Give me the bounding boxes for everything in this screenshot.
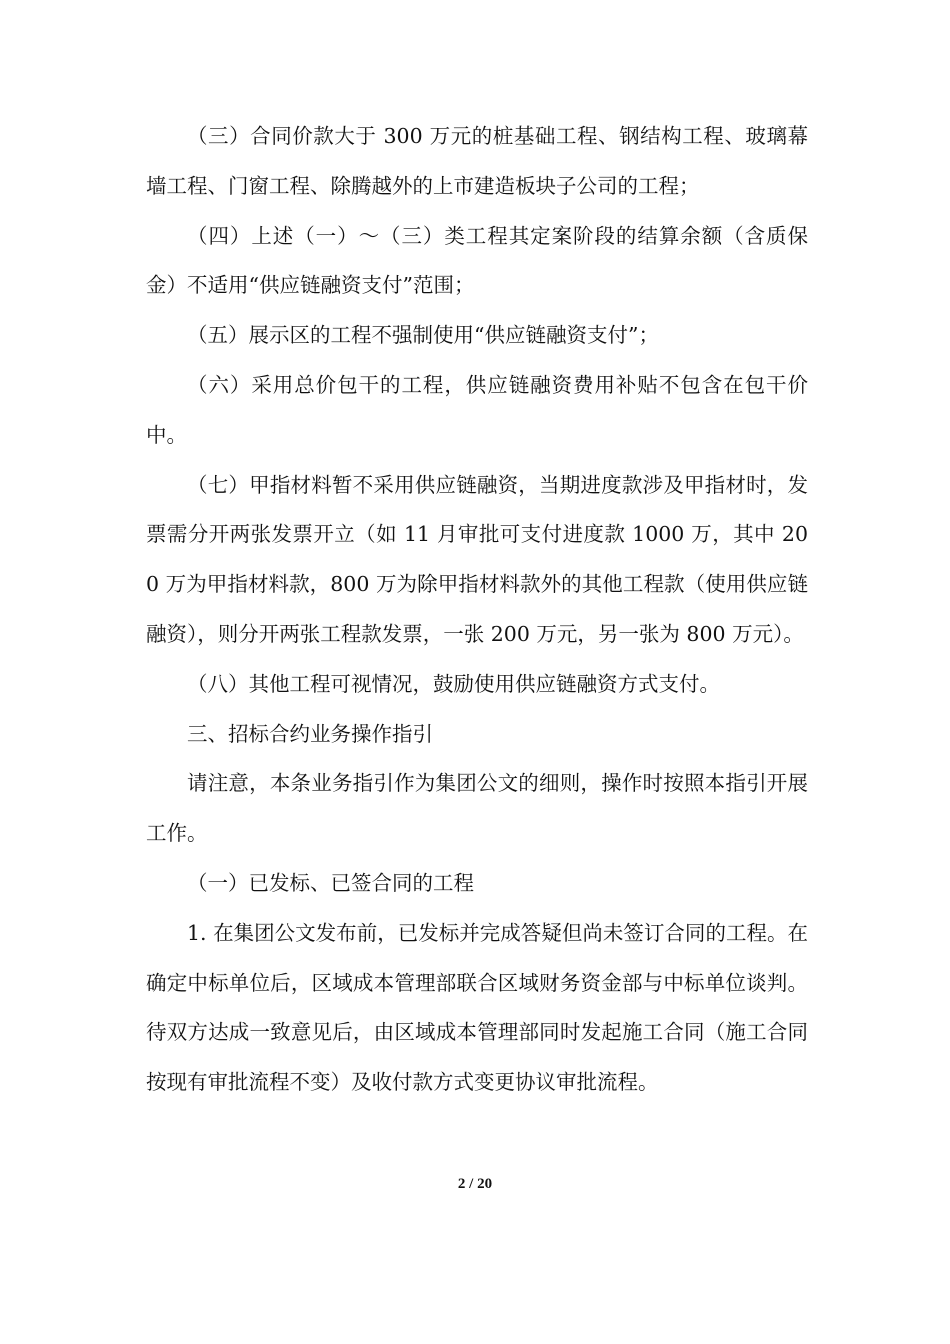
paragraph-item-5: （五）展示区的工程不强制使用“供应链融资支付”； (187, 323, 659, 348)
paragraph-item-7: （七）甲指材料暂不采用供应链融资，当期进度款涉及甲指材时，发票需分开两张发票开立（如 11 月审批可支付进度款 1000 万，其中 200 万为甲指材料款，800 万为除甲指材料款外的其他工程款（使用供应链融资），则分开两张工程款发票，一张 200 万元，另一张为 800 万元）。 (146, 472, 808, 646)
section-heading-3: 三、招标合约业务操作指引 (187, 721, 433, 746)
paragraph-item-3: （三）合同价款大于 300 万元的桩基础工程、钢结构工程、玻璃幕墙工程、门窗工程、除腾越外的上市建造板块子公司的工程； (146, 124, 808, 198)
numbered-item-1: 1. 在集团公文发布前，已发标并完成答疑但尚未签订合同的工程。在确定中标单位后，区域成本管理部联合区域财务资金部与中标单位谈判。待双方达成一致意见后，由区域成本管理部同时发起施工合同（施工合同按现有审批流程不变）及收付款方式变更协议审批流程。 (146, 920, 808, 1095)
document-body (146, 112, 808, 1108)
section-note: 请注意，本条业务指引作为集团公文的细则，操作时按照本指引开展工作。 (146, 771, 808, 846)
page-number: 2 / 20 (457, 1176, 493, 1192)
subsection-heading-1: （一）已发标、已签合同的工程 (187, 870, 474, 895)
paragraph-item-8: （八）其他工程可视情况，鼓励使用供应链融资方式支付。 (187, 671, 720, 696)
paragraph-item-4: （四）上述（一）～（三）类工程其定案阶段的结算余额（含质保金）不适用“供应链融资支付”范围； (146, 223, 808, 298)
paragraph-item-6: （六）采用总价包干的工程，供应链融资费用补贴不包含在包干价中。 (146, 372, 808, 447)
